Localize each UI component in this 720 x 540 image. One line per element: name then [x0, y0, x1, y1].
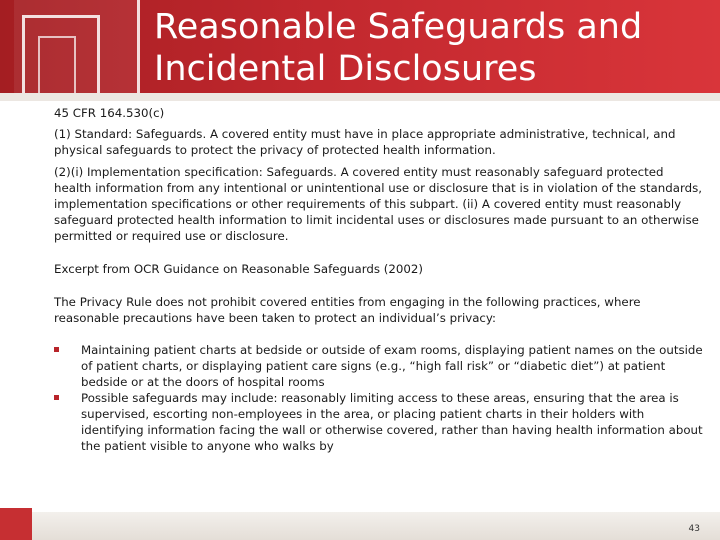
- slide-title-line-1: Reasonable Safeguards and: [154, 7, 643, 47]
- standard-paragraph: (1) Standard: Safeguards. A covered entity must have in place appropriate administrative, technical, and physical safeguards to protect the privacy of protected health information.: [54, 127, 676, 157]
- title-underline-band: [0, 93, 720, 101]
- slide-title-line-2: Incidental Disclosures: [154, 49, 537, 89]
- implementation-paragraph: (2)(i) Implementation specification: Safeguards. A covered entity must reasonably safeguard protected health information from any intentional or unintentional use or disclosure that is in violation of the standards, implementation specifications or other requirements of this subpart. (ii) A covered entity must reasonably safeguard protected health information to limit incidental uses or disclosures made pursuant to an otherwise permitted or required use or disclosure.: [54, 165, 703, 243]
- excerpt-heading: Excerpt from OCR Guidance on Reasonable Safeguards (2002): [54, 262, 423, 276]
- square-bullet-icon: [54, 347, 59, 352]
- list-item: [54, 342, 704, 390]
- list-item: [54, 390, 704, 454]
- bullet-text: Maintaining patient charts at bedside or outside of exam rooms, displaying patient names on the outside of patient charts, or displaying patient care signs (e.g., “high fall risk” or “diabetic diet”) at patient bedside or at the doors of hospital rooms: [81, 343, 703, 389]
- logo-inner-square-icon: [38, 36, 76, 93]
- page-number: 43: [688, 524, 700, 534]
- slide-header: [0, 0, 720, 93]
- slide-title: [154, 6, 714, 90]
- bullet-text: Possible safeguards may include: reasonably limiting access to these areas, ensuring that the area is supervised, escorting non-employees in the area, or placing patient charts in their holders with identifying information facing the wall or otherwise covered, rather than having health information about the patient visible to anyone who walks by: [81, 391, 703, 453]
- slide-body: [54, 105, 704, 454]
- regulation-citation: 45 CFR 164.530(c): [54, 106, 165, 120]
- footer-bar: [32, 512, 720, 540]
- safeguard-bullet-list: [54, 342, 704, 454]
- footer-red-block: [0, 508, 32, 540]
- intro-paragraph: The Privacy Rule does not prohibit covered entities from engaging in the following practices, where reasonable precautions have been taken to protect an individual’s privacy:: [54, 295, 641, 325]
- header-divider: [137, 0, 140, 93]
- square-bullet-icon: [54, 395, 59, 400]
